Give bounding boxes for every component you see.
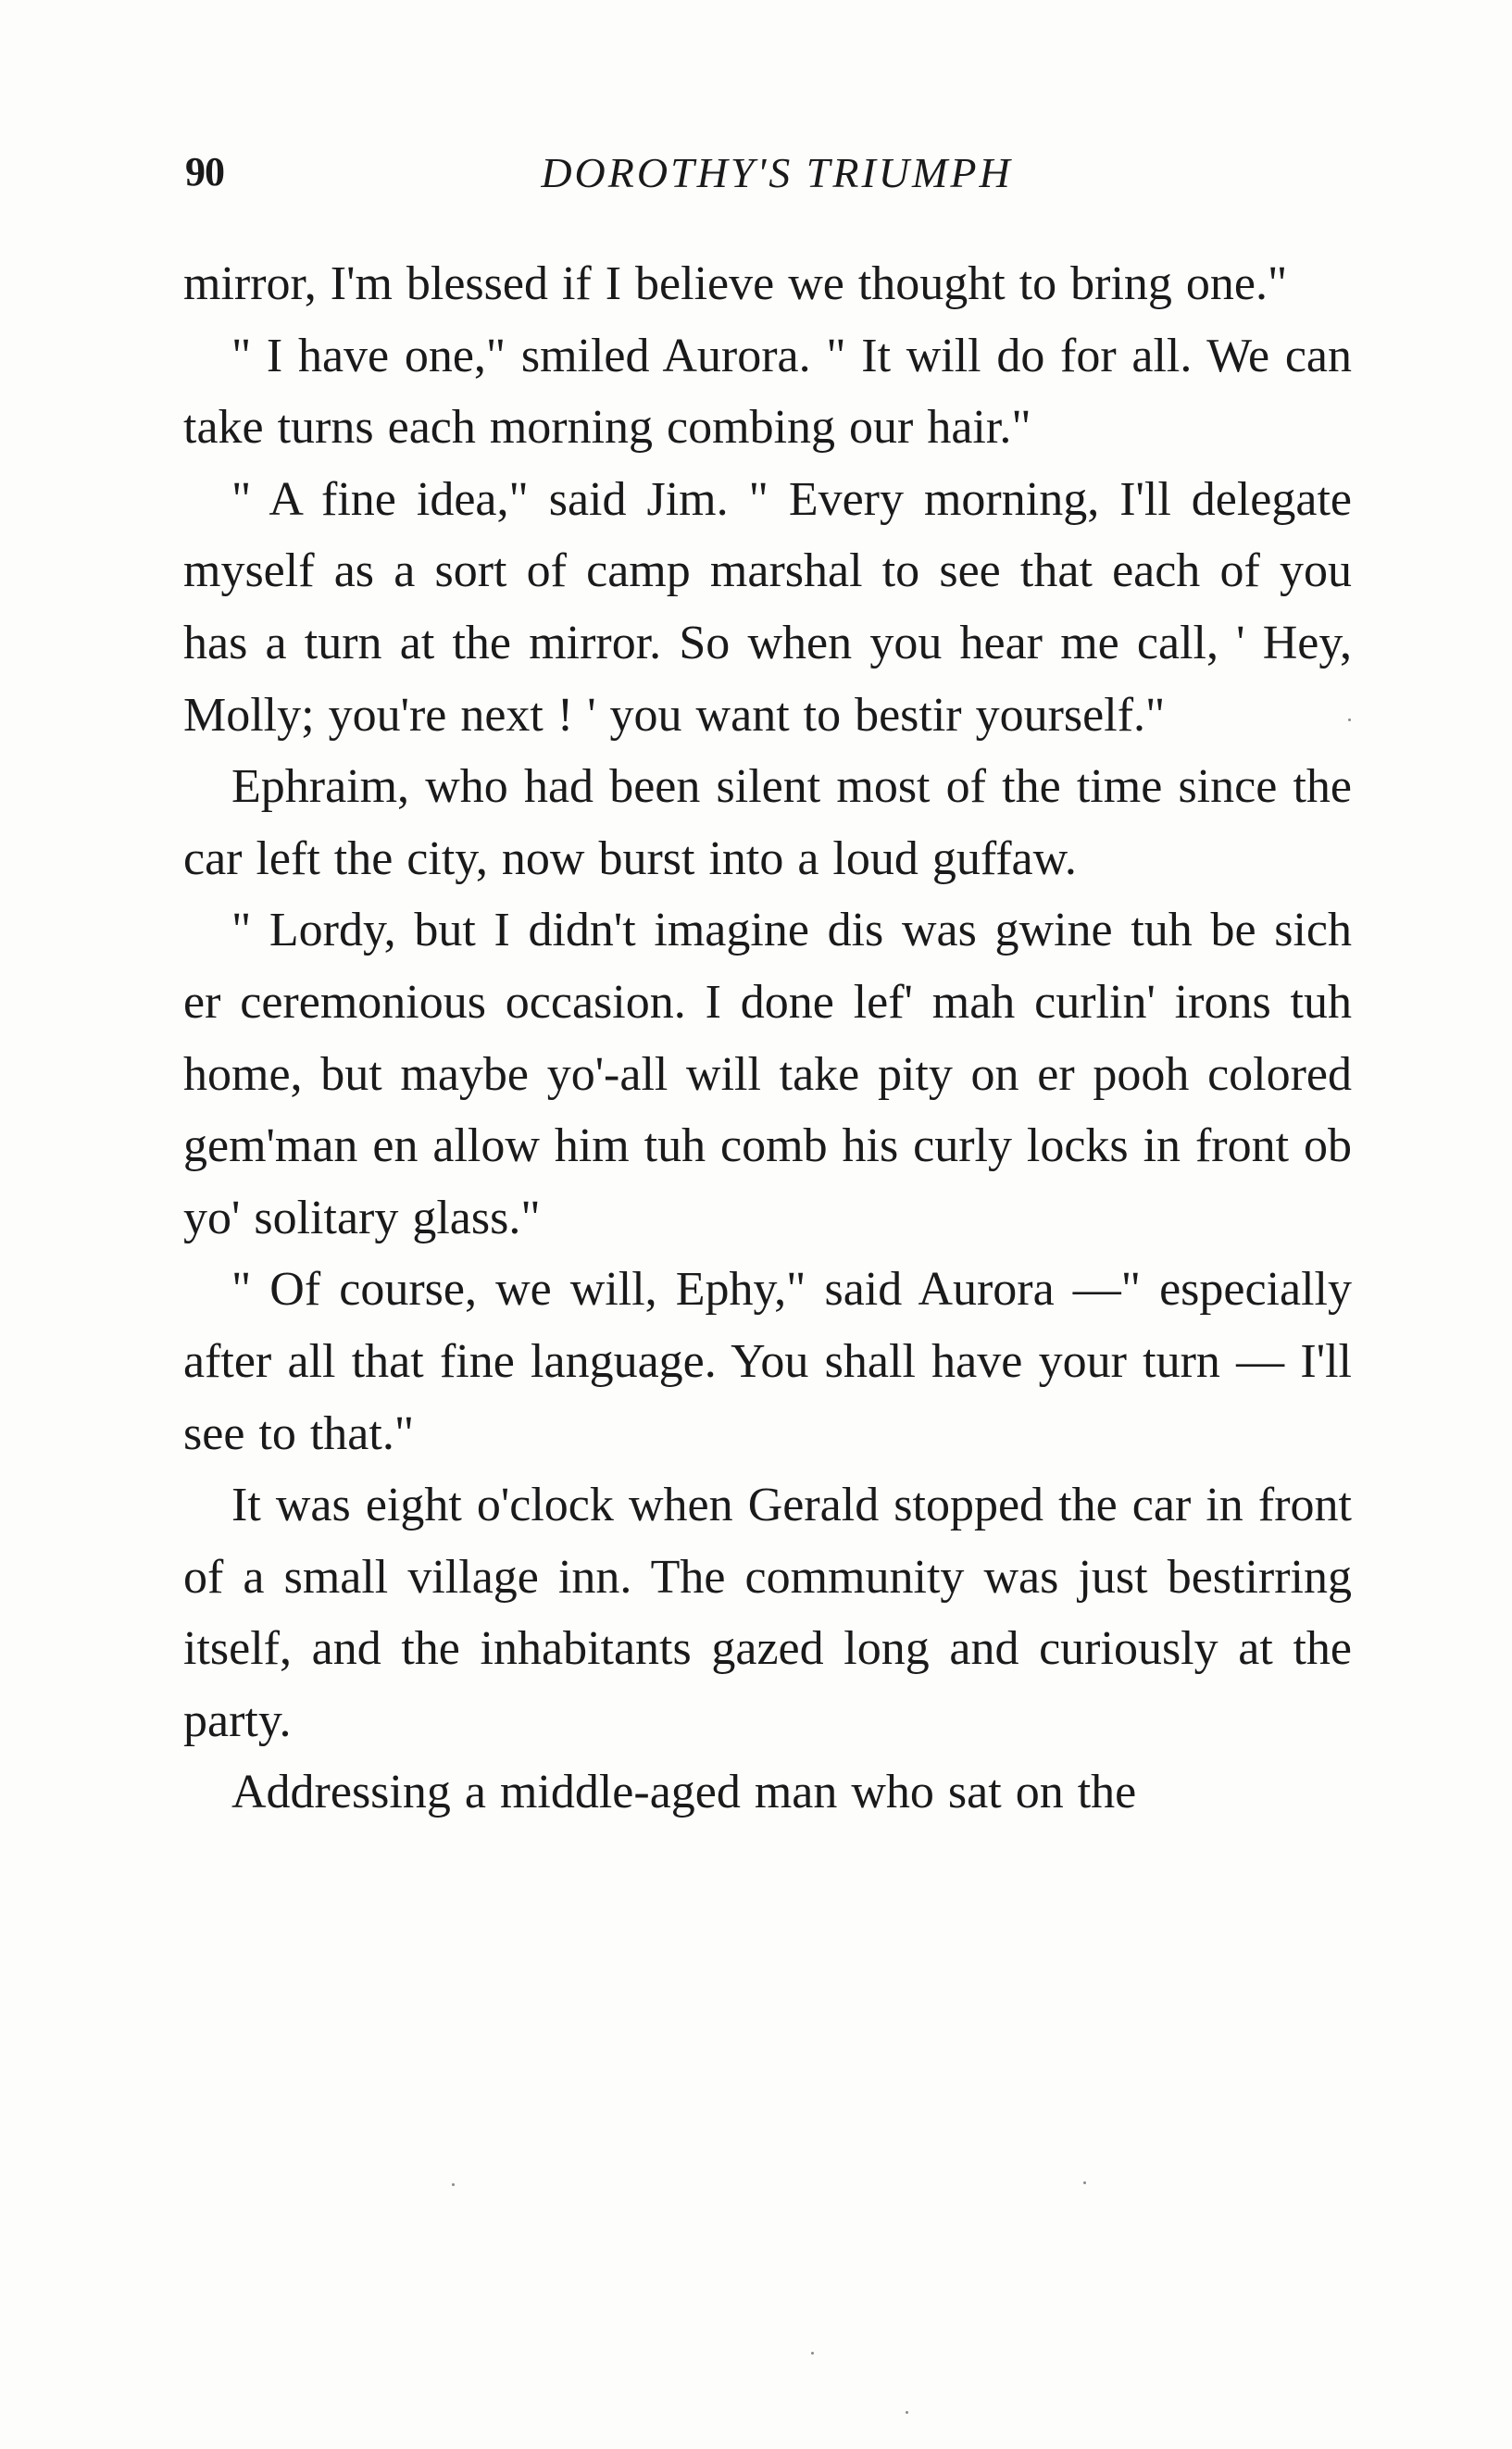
running-title: DOROTHY'S TRIUMPH <box>541 149 1013 196</box>
paper-speck <box>811 2352 814 2355</box>
page-number: 90 <box>185 149 224 194</box>
paragraph: " Lordy, but I didn't imagine dis was gwine tuh be sich er ceremonious occasion. I done lef' mah curlin' irons tuh home, but maybe yo'-all will take pity on er pooh colored gem'man en allow him tuh comb his curly locks in front ob yo' solitary glass." <box>183 904 1352 1244</box>
paragraph: Ephraim, who had been silent most of the time since the car left the city, now burst into a loud guffaw. <box>183 760 1352 885</box>
paragraph: " I have one," smiled Aurora. " It will do for all. We can take turns each morning combing our hair." <box>183 329 1352 455</box>
paragraph: " Of course, we will, Ephy," said Aurora —" especially after all that fine language. You shall have your turn — I'll see to that." <box>183 1263 1352 1460</box>
paragraph: Addressing a middle-aged man who sat on the <box>231 1766 1137 1819</box>
paper-speck <box>1348 718 1351 721</box>
body-text <box>183 248 1352 1829</box>
paragraph-continued: mirror, I'm blessed if I believe we thought to bring one." <box>183 257 1288 310</box>
paper-speck <box>452 2183 455 2186</box>
paper-speck <box>1083 2181 1086 2184</box>
paper-speck <box>906 2411 908 2414</box>
paragraph: " A fine idea," said Jim. " Every morning, I'll delegate myself as a sort of camp marshal to see that each of you has a turn at the mirror. So when you hear me call, ' Hey, Molly; you're next ! ' you want to bestir yourself." <box>183 472 1352 742</box>
running-head <box>185 148 1350 204</box>
paragraph: It was eight o'clock when Gerald stopped the car in front of a small village inn. The community was just bestirring itself, and the inhabitants gazed long and curiously at the party. <box>183 1479 1352 1747</box>
